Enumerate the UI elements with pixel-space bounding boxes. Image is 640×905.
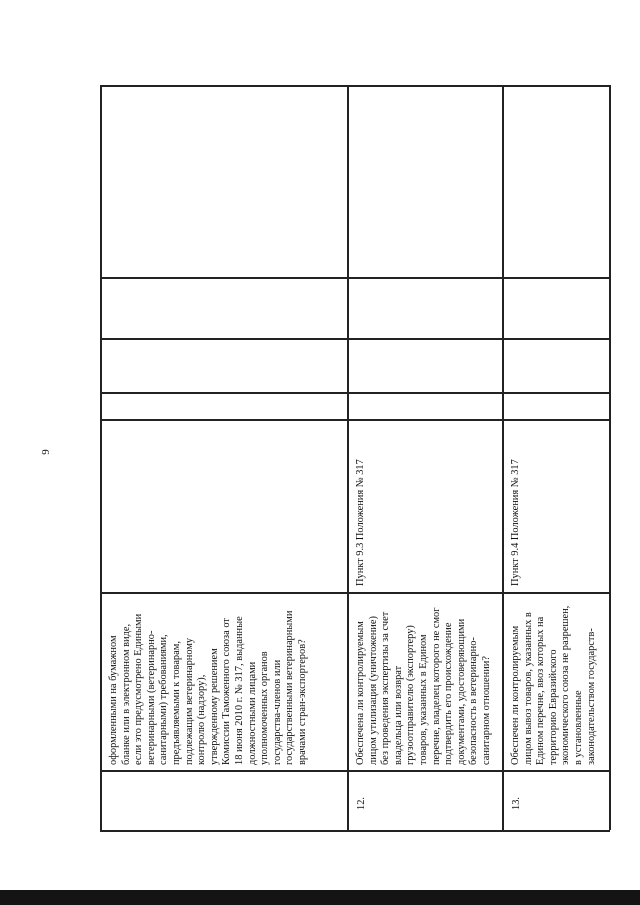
- row-reference: Пункт 9.4 Положения № 317: [510, 459, 521, 586]
- scan-edge-band: [0, 890, 640, 905]
- column-divider: [100, 392, 610, 394]
- row-reference: Пункт 9.3 Положения № 317: [355, 459, 366, 586]
- column-divider: [100, 419, 610, 421]
- table-border-left: [100, 85, 102, 830]
- row-number: 13.: [511, 797, 522, 810]
- column-divider: [100, 338, 610, 340]
- row-question: оформленными на бумажном бланке или в электронном виде, если это предусмотрено Едиными ветеринарными (ветеринарно- санитарными) требованиями, предъявляемыми к товарам, подлежащим ветеринарному контролю (надзору), утвержденному решением Комиссии Таможенного союза от 18 июня 2010 г. № 317, выданные должностными лицами уполномоченных органов государства-членов или государственными ветеринарными врачами стран-экспортеров?: [108, 610, 308, 765]
- table-border-top: [100, 85, 610, 87]
- table-border-right: [609, 85, 611, 830]
- row-question: Обеспечена ли контролируемым лицом утилизация (уничтожение) без проведения экспертизы за счет владельца или возврат грузоотправителю (экспортеру) товаров, указанных в Едином перечне, владелец которого не смог подтвердить его происхождение документами, удостоверяющими безопасность в ветеринарно- санитарном отношении?: [355, 607, 492, 765]
- column-divider: [100, 277, 610, 279]
- row-divider: [347, 85, 349, 830]
- table-border-bottom: [100, 830, 610, 832]
- page-number: 9: [40, 449, 52, 455]
- row-question: Обеспечен ли контролируемым лицом вывоз товаров, указанных в Едином перечне, ввоз которых на территорию Евразийского экономического союза не разрешен, в установленные законодательством государств-: [510, 605, 597, 765]
- column-divider: [100, 592, 610, 594]
- column-divider: [100, 770, 610, 772]
- row-divider: [502, 85, 504, 830]
- row-number: 12.: [356, 797, 367, 810]
